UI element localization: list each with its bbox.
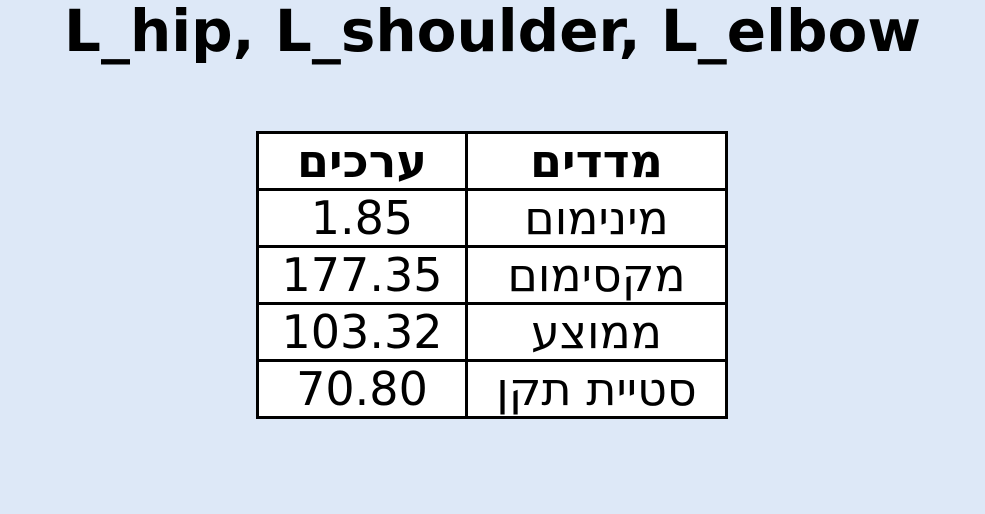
measure-cell: ממוצע: [467, 304, 727, 361]
measure-cell: סטיית תקן: [467, 361, 727, 418]
measure-cell: מקסימום: [467, 247, 727, 304]
value-cell: 1.85: [258, 190, 467, 247]
table-row: [258, 304, 727, 361]
value-cell: 103.32: [258, 304, 467, 361]
stats-table: [256, 131, 728, 419]
table-row: [258, 361, 727, 418]
header-measures: מדדים: [467, 133, 727, 190]
measure-cell: מינימום: [467, 190, 727, 247]
value-cell: 177.35: [258, 247, 467, 304]
chart-title: L_hip, L_shoulder, L_elbow: [64, 0, 921, 65]
table-row: [258, 190, 727, 247]
table-row: [258, 247, 727, 304]
table-header-row: [258, 133, 727, 190]
header-values: ערכים: [258, 133, 467, 190]
value-cell: 70.80: [258, 361, 467, 418]
